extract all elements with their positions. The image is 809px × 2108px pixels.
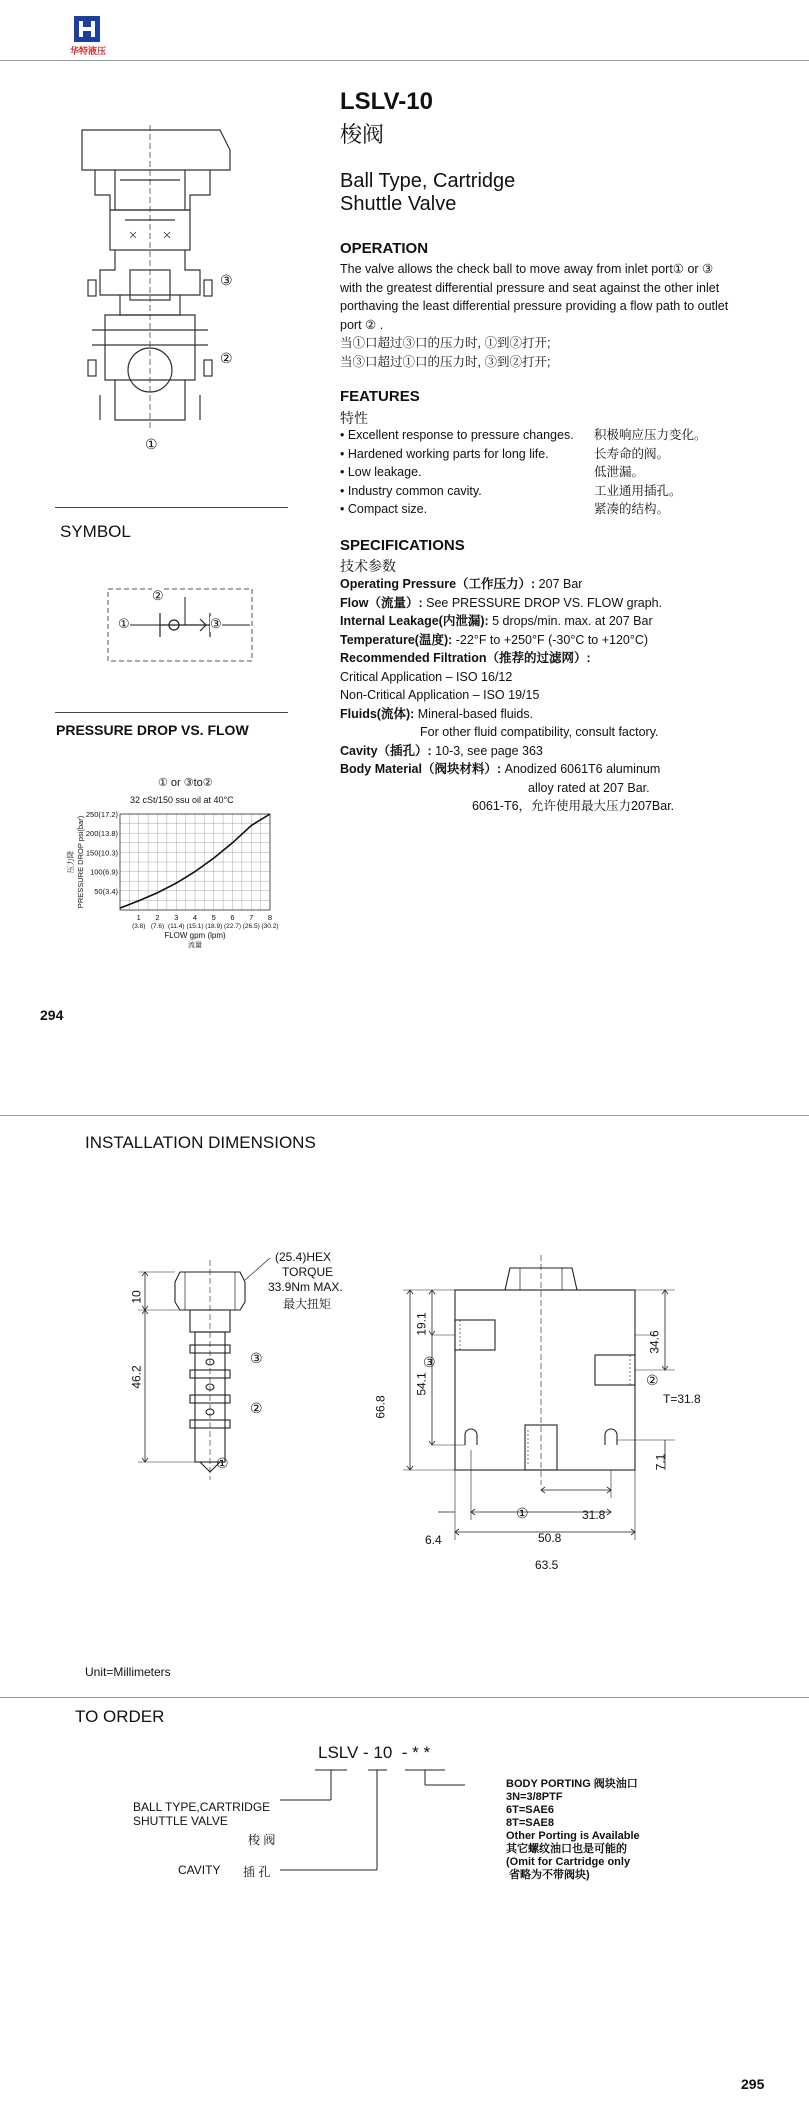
cartridge-port-2: ② [250, 1400, 263, 1416]
x-axis-label-cn: 流量 [188, 942, 202, 949]
dim-54-1: 54.1 [414, 1372, 429, 1396]
symbol-title: SYMBOL [60, 522, 131, 541]
spec-body: Body Material（阀块材料）: Anodized 6061T6 aluminum [340, 762, 661, 776]
body-port-3: ③ [423, 1354, 436, 1370]
spec-critical: Critical Application – ISO 16/12 [340, 669, 513, 684]
porting-line: 其它螺纹油口也是可能的 [506, 1843, 627, 1855]
chart-subtitle: 32 cSt/150 ssu oil at 40°C [130, 795, 234, 805]
installation-title: INSTALLATION DIMENSIONS [85, 1133, 316, 1152]
order-porting [506, 1778, 640, 1882]
pressure-rule [55, 712, 288, 713]
feature-item: • Compact size. 紧凑的结构。 [340, 502, 670, 516]
spec-filtration: Recommended Filtration（推荐的过滤网）: [340, 651, 591, 665]
brand-name: 华特液压 [69, 46, 106, 56]
operation-line: 当①口超过③口的压力时, ①到②打开; [340, 336, 551, 350]
porting-line: 8T=SAE8 [506, 1817, 554, 1829]
body-port-1: ① [516, 1505, 529, 1521]
pressure-drop-chart [50, 800, 290, 970]
x-tick-lpm-label: (3.8) [132, 923, 146, 930]
dim-63-5: 63.5 [535, 1558, 559, 1572]
symbol-port-3: ③ [210, 616, 222, 631]
dim-31-8: 31.8 [582, 1508, 606, 1522]
spec-body-line2: alloy rated at 207 Bar. [528, 780, 650, 795]
spec-operating-pressure: Operating Pressure（工作压力）: 207 Bar [340, 577, 583, 591]
operation-text [340, 260, 780, 371]
model-name-cn: 梭阀 [340, 122, 385, 147]
x-tick-label: 3 [174, 913, 179, 922]
feature-item: • Industry common cavity. 工业通用插孔。 [340, 483, 682, 498]
cartridge-port-3: ③ [250, 1350, 263, 1366]
cutaway-port-2: ② [220, 350, 233, 366]
pressure-drop-title: PRESSURE DROP VS. FLOW [56, 722, 249, 738]
x-tick-label: 1 [136, 913, 141, 922]
order-rule [0, 1697, 809, 1698]
torque-value: 33.9Nm MAX. [268, 1280, 343, 1294]
symbol-port-1: ① [118, 616, 130, 631]
porting-line: BODY PORTING 阀块油口 [506, 1778, 638, 1790]
y-tick-label: 250(17.2) [85, 810, 118, 819]
dim-6-4: 6.4 [425, 1533, 442, 1547]
operation-line: with the greatest differential pressure and seat against the other inlet [340, 280, 720, 295]
feature-item: • Hardened working parts for long life. 长寿命的阀。 [340, 446, 670, 461]
dim-10: 10 [129, 1290, 144, 1304]
y-tick-label: 200(13.8) [85, 829, 118, 839]
chart-title: ① or ③to② [158, 777, 213, 789]
dim-66-8: 66.8 [373, 1395, 388, 1419]
features-heading: FEATURES [340, 388, 420, 405]
porting-line: (Omit for Cartridge only [506, 1856, 631, 1868]
x-tick-label: 4 [192, 913, 198, 922]
x-tick-label: 5 [211, 913, 216, 922]
order-title: TO ORDER [75, 1707, 165, 1726]
cutaway-port-3: ③ [220, 272, 233, 288]
valve-cutaway-drawing [70, 120, 270, 460]
brand-logo [62, 14, 112, 58]
order-cavity: CAVITY [178, 1863, 221, 1877]
operation-line: port ② . [340, 317, 384, 332]
cartridge-port-1: ① [216, 1455, 229, 1471]
operation-line: porthaving the least differential pressure providing a flow path to outlet [340, 299, 729, 313]
specs-heading: SPECIFICATIONS [340, 537, 465, 554]
x-tick-lpm-label: (15.1) [186, 923, 204, 930]
x-tick-label: 2 [155, 913, 160, 922]
operation-line: 当③口超过①口的压力时, ③到②打开; [340, 354, 551, 369]
features-list [340, 426, 790, 519]
feature-item: • Low leakage. 低泄漏。 [340, 465, 645, 479]
dim-46-2: 46.2 [129, 1365, 144, 1389]
product-title-line2: Shuttle Valve [340, 193, 457, 215]
feature-item: • Excellent response to pressure changes. 积极响应压力变化。 [340, 428, 707, 442]
dim-34-6: 34.6 [647, 1330, 662, 1354]
page-number-right: 295 [741, 2076, 765, 2092]
y-tick-label: 150(10.3) [85, 848, 118, 858]
spec-leakage: Internal Leakage(内泄漏): 5 drops/min. max. at 207 Bar [340, 614, 653, 628]
unit-note: Unit=Millimeters [85, 1665, 171, 1679]
x-tick-label: 8 [267, 913, 273, 922]
model-title: LSLV-10 [340, 88, 433, 115]
operation-heading: OPERATION [340, 240, 429, 257]
y-axis-label: PRESSURE DROP psi(bar) [76, 815, 85, 909]
x-tick-lpm-label: (11.4) [168, 923, 185, 930]
x-tick-lpm-label: (22.7) [224, 923, 241, 930]
product-title-line1: Ball Type, Cartridge [340, 170, 516, 192]
x-axis-label: FLOW gpm (lpm) [164, 931, 226, 940]
header-rule [0, 60, 809, 61]
hex-label: (25.4)HEX [275, 1250, 332, 1264]
symbol-rule [55, 507, 288, 508]
order-ball-line2: SHUTTLE VALVE [133, 1814, 228, 1828]
symbol-port-2: ② [152, 588, 164, 603]
x-tick-lpm-label: (7.6) [150, 923, 165, 930]
spec-body-line3: 6061-T6，允许使用最大压力207Bar. [472, 799, 675, 813]
porting-line: 6T=SAE6 [506, 1804, 554, 1816]
dim-7-1: 7.1 [653, 1453, 668, 1471]
spec-temperature: Temperature(温度): -22°F to +250°F (-30°C to +120°C) [340, 632, 649, 647]
spec-cavity: Cavity（插孔）: 10-3, see page 363 [340, 743, 543, 758]
y-tick-label: 50(3.4) [94, 886, 118, 896]
x-tick-lpm-label: (26.5) [242, 923, 260, 930]
page-number-left: 294 [40, 1007, 64, 1023]
y-tick-label: 100(6.9) [90, 867, 118, 877]
porting-line: 3N=3/8PTF [506, 1791, 563, 1803]
dim-50-8: 50.8 [538, 1531, 562, 1545]
x-tick-lpm-label: (18.9) [205, 923, 223, 930]
order-ball-cn: 梭 阀 [248, 1833, 276, 1847]
installation-drawing [120, 1250, 720, 1590]
spec-noncritical: Non-Critical Application – ISO 19/15 [340, 688, 540, 702]
dim-19-1: 19.1 [414, 1312, 429, 1336]
cutaway-port-1: ① [145, 436, 158, 452]
spec-flow: Flow（流量）: See PRESSURE DROP VS. FLOW graph. [340, 595, 663, 610]
porting-line: Other Porting is Available [506, 1830, 640, 1842]
page-divider [0, 1115, 809, 1116]
y-axis-label-cn: 压力降 [66, 850, 75, 874]
porting-line: 省略为不带阀块) [506, 1869, 590, 1881]
order-code: LSLV - 10 - * * [318, 1743, 431, 1762]
order-ball-line1: BALL TYPE,CARTRIDGE [133, 1800, 271, 1814]
x-tick-lpm-label: (30.2) [261, 923, 279, 930]
order-cavity-cn: 插 孔 [243, 1865, 271, 1879]
torque-cn: 最大扭矩 [283, 1297, 332, 1311]
x-tick-label: 7 [249, 913, 254, 922]
order-leader-lines [240, 1760, 470, 1880]
specs-heading-cn: 技术参数 [340, 558, 396, 574]
specs-list [340, 575, 800, 816]
spec-fluids-note: For other fluid compatibility, consult factory. [420, 725, 659, 739]
features-heading-cn: 特性 [340, 410, 368, 426]
operation-line: The valve allows the check ball to move away from inlet port① or ③ [340, 262, 714, 276]
dim-t-31-8: T=31.8 [663, 1392, 701, 1406]
spec-fluids: Fluids(流体): Mineral-based fluids. [340, 706, 534, 721]
body-port-2: ② [646, 1372, 659, 1388]
torque-label: TORQUE [282, 1265, 334, 1279]
x-tick-label: 6 [230, 913, 235, 922]
